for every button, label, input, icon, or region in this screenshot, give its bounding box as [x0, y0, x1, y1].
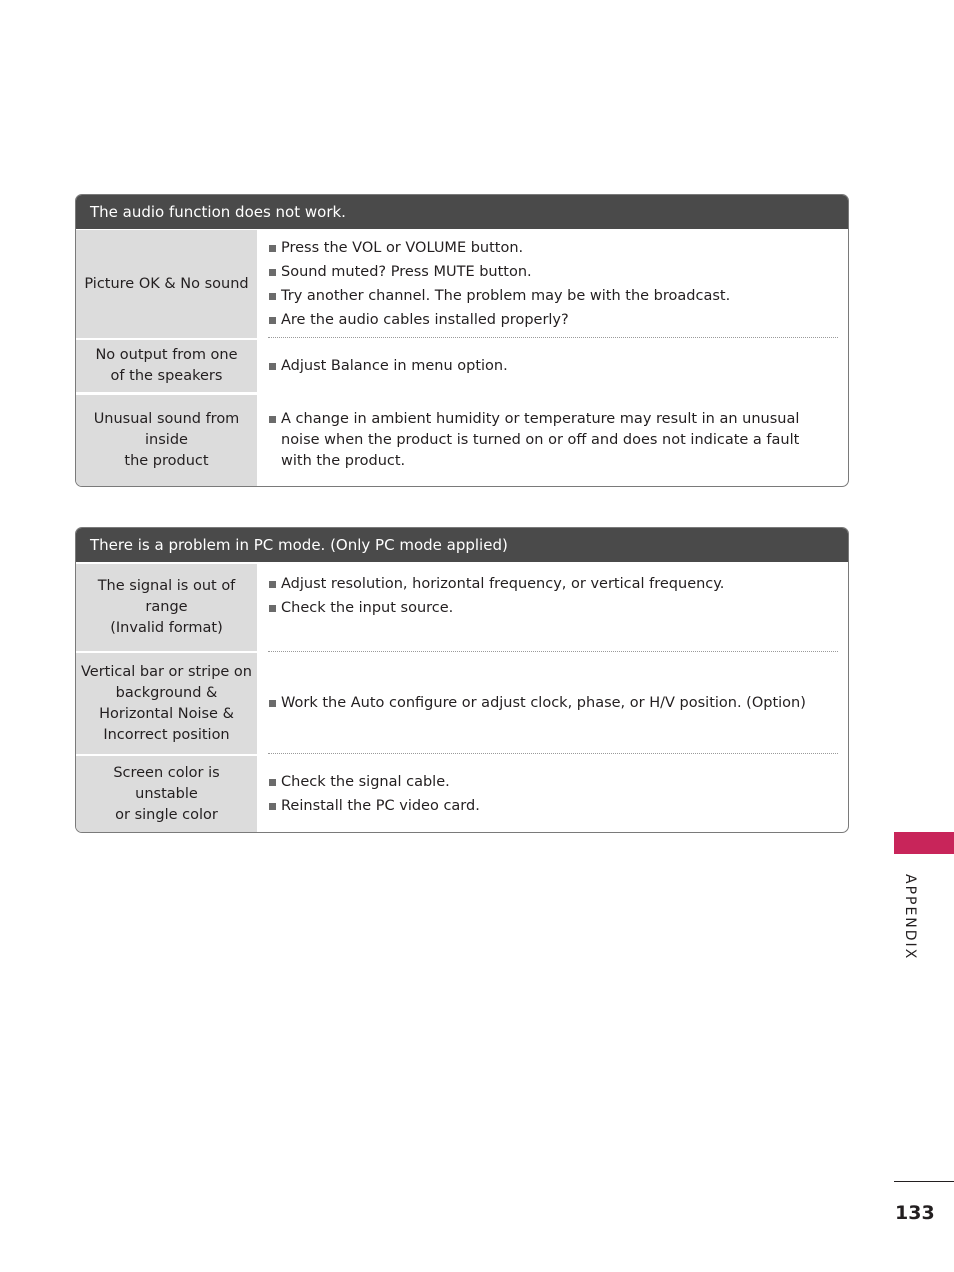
cause-cell: [76, 653, 257, 754]
solution-item: Try another channel. The problem may be with the broadcast.: [268, 284, 838, 308]
audio-troubleshooting-table: [75, 194, 849, 487]
solution-cell: [268, 564, 838, 652]
cause-text: background &: [115, 684, 218, 701]
solution-item: Check the signal cable.: [268, 770, 838, 794]
cause-text: Screen color is unstable: [113, 764, 220, 802]
cause-text: Vertical bar or stripe on: [80, 663, 252, 680]
solution-item: Are the audio cables installed properly?: [268, 308, 838, 332]
cause-cell: [76, 230, 257, 338]
table-row: [76, 230, 848, 338]
cause-text: (Invalid format): [110, 620, 223, 636]
cause-text: No output from one: [95, 347, 238, 363]
solution-item: Adjust Balance in menu option.: [268, 354, 838, 378]
table-header: The audio function does not work.: [76, 195, 848, 229]
cause-text: Incorrect position: [103, 726, 230, 743]
table-row: [76, 756, 848, 832]
table-row: [76, 340, 848, 392]
table-row: [76, 395, 848, 486]
solution-item: Work the Auto configure or adjust clock, phase, or H/V position. (Option): [268, 691, 838, 715]
solution-item: Check the input source.: [268, 596, 838, 620]
solution-cell: [268, 756, 838, 832]
cause-cell: [76, 756, 257, 832]
solution-item: Reinstall the PC video card.: [268, 794, 838, 818]
table-row: [76, 653, 848, 754]
cause-cell: [76, 340, 257, 392]
cause-text: Unusual sound from: [93, 411, 240, 427]
solution-item: Sound muted? Press MUTE button.: [268, 260, 838, 284]
solution-cell: [268, 395, 808, 486]
table-row: [76, 564, 848, 651]
cause-cell: [76, 395, 257, 486]
pc-mode-troubleshooting-table: [75, 527, 849, 833]
solution-item: Press the VOL or VOLUME button.: [268, 236, 838, 260]
cause-cell: [76, 564, 257, 651]
appendix-label: APPENDIX: [902, 874, 918, 961]
appendix-tab-marker: [894, 832, 954, 854]
cause-text: inside: [145, 432, 188, 448]
cause-text: or single color: [115, 806, 218, 823]
cause-text: Horizontal Noise &: [99, 705, 234, 722]
cause-text: The signal is out of range: [97, 578, 236, 615]
solution-cell: [268, 340, 838, 392]
solution-item: Adjust resolution, horizontal frequency, or vertical frequency.: [268, 572, 838, 596]
cause-text: of the speakers: [110, 368, 223, 384]
page-number: 133: [895, 1202, 935, 1224]
table-header: There is a problem in PC mode. (Only PC mode applied): [76, 528, 848, 562]
solution-item: A change in ambient humidity or temperature may result in an unusual noise when the product is turned on or off and does not indicate a fault with the product.: [268, 409, 808, 472]
solution-cell: [268, 653, 838, 754]
solution-cell: [268, 230, 838, 338]
cause-text: Picture OK & No sound: [84, 275, 249, 292]
page-number-rule: [894, 1181, 954, 1182]
cause-text: the product: [124, 453, 209, 469]
